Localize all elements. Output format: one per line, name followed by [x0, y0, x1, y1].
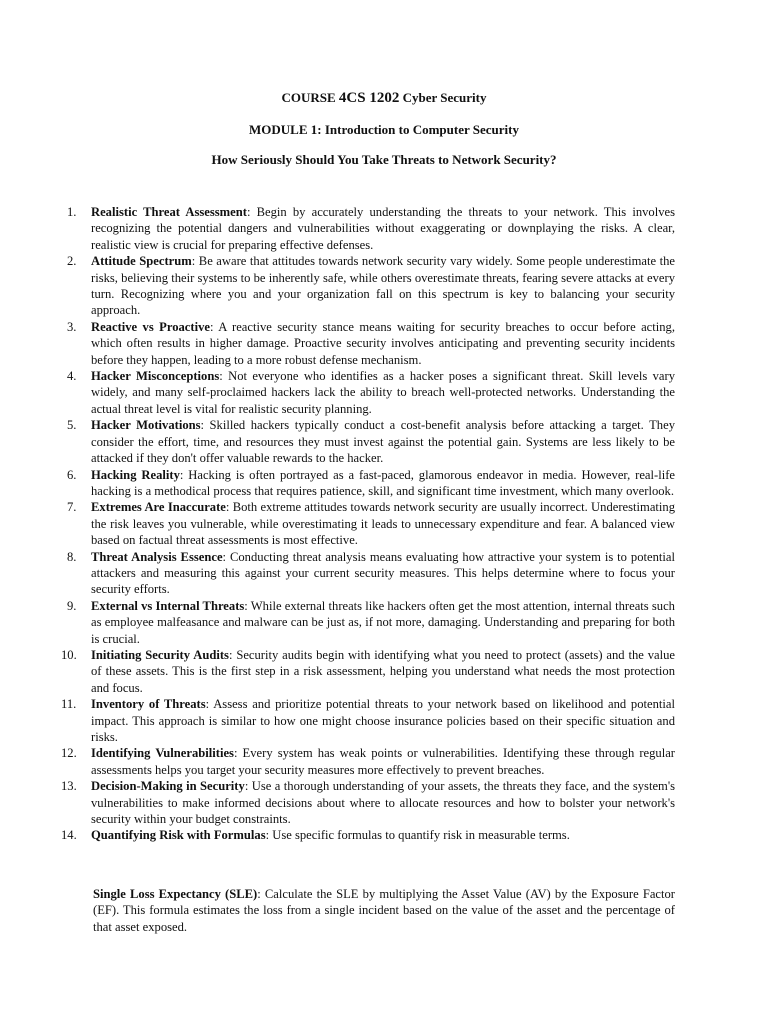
list-item	[0, 417, 675, 466]
list-item	[0, 549, 675, 598]
item-text: : Both extreme attitudes towards network security are usually incorrect. Underestimating the risk leaves you vulnerable, while overestimating it leads to unnecessary expenditure and fear. A balanced view based on factual threat assessments is most effective.	[91, 500, 675, 548]
item-text: : Assess and prioritize potential threats to your network based on likelihood and potential impact. This approach is similar to how one might choose insurance policies based on their specific situation and risks.	[91, 697, 675, 744]
item-text: : Hacking is often portrayed as a fast-paced, glamorous endeavor in media. However, real-life hacking is a methodical process that requires patience, skill, and significant time investment, which many overlook.	[91, 467, 675, 498]
sle-paragraph	[93, 886, 675, 935]
item-text: : Conducting threat analysis means evaluating how attractive your system is to potential attackers and measuring this against your current security measures. This helps determine where to focus your security efforts.	[91, 549, 675, 597]
item-text: : Not everyone who identifies as a hacker poses a significant threat. Skill levels vary widely, and many self-proclaimed hackers lack the ability to breach well-protected networks. Understanding the actual threat level is vital for realistic security planning.	[91, 369, 675, 416]
item-number: 3.	[67, 319, 77, 334]
list-item	[0, 319, 675, 368]
item-number: 8.	[67, 549, 77, 564]
sle-term: Single Loss Expectancy (SLE)	[93, 887, 258, 901]
list-item	[0, 647, 675, 696]
item-number: 5.	[67, 418, 77, 433]
item-term: Reactive vs Proactive	[91, 319, 210, 334]
item-term: Hacking Reality	[91, 467, 180, 482]
item-number: 12.	[61, 746, 77, 761]
list-item	[0, 745, 675, 778]
item-term: Inventory of Threats	[91, 697, 206, 712]
item-text: : Use specific formulas to quantify risk in measurable terms.	[265, 828, 570, 843]
list-item	[0, 467, 675, 500]
section-question: How Seriously Should You Take Threats to Network Security?	[211, 152, 557, 167]
course-title	[0, 90, 768, 106]
item-number: 4.	[67, 369, 77, 384]
item-number: 6.	[67, 467, 77, 482]
item-text: : Use a thorough understanding of your assets, the threats they face, and the system's vulnerabilities to make informed decisions about where to allocate resources and how to bolster your network's security within your budget constraints.	[91, 779, 675, 827]
item-number: 9.	[67, 598, 77, 613]
item-term: Realistic Threat Assessment	[91, 205, 247, 219]
item-term: Extremes Are Inaccurate	[91, 500, 226, 515]
item-term: Hacker Motivations	[91, 418, 201, 433]
item-text: : Begin by accurately understanding the threats to your network. This involves recognizing the potential dangers and vulnerabilities without exaggerating or downplaying the risks. A clear, realistic view is crucial for preparing effective defenses.	[91, 205, 676, 252]
list-item	[0, 778, 675, 827]
item-number: 1.	[67, 205, 77, 219]
list-item	[0, 598, 675, 647]
item-number: 13.	[61, 779, 77, 794]
list-item	[0, 499, 675, 548]
item-term: Quantifying Risk with Formulas	[91, 828, 266, 843]
item-number: 10.	[61, 647, 77, 662]
item-term: Attitude Spectrum	[91, 254, 192, 269]
item-text: : A reactive security stance means waiting for security breaches to occur before acting, which often results in higher damage. Proactive security involves anticipating and preventing security incidents before they happen, leading to a more robust defense mechanism.	[91, 319, 676, 367]
course-prefix: COURSE	[281, 90, 339, 105]
sle-text: : Calculate the SLE by multiplying the Asset Value (AV) by the Exposure Factor (EF). This formula estimates the loss from a single incident based on the value of the asset and the percentage of that asset exposed.	[93, 887, 675, 934]
item-text: : While external threats like hackers often get the most attention, internal threats such as employee malfeasance and malware can be just as, if not more, damaging. Understanding and preparing for both is crucial.	[91, 598, 675, 646]
item-number: 2.	[67, 254, 77, 269]
item-term: External vs Internal Threats	[91, 598, 245, 613]
item-text: : Skilled hackers typically conduct a cost-benefit analysis before attacking a target. They consider the effort, time, and resources they must invest against the potential gain. Systems are less likely to be attacked if they don't offer valuable rewards to the hacker.	[91, 418, 675, 466]
list-item	[0, 253, 675, 319]
list-item	[0, 696, 675, 745]
list-item	[0, 204, 675, 253]
course-name: Cyber Security	[399, 90, 487, 105]
item-text: : Every system has weak points or vulnerabilities. Identifying these through regular assessments helps you target your security measures more effectively to prevent breaches.	[91, 746, 675, 777]
module-title: MODULE 1: Introduction to Computer Security	[249, 122, 519, 137]
item-number: 14.	[61, 828, 77, 843]
item-number: 11.	[61, 697, 77, 712]
item-term: Initiating Security Audits	[91, 647, 229, 662]
list-item	[0, 827, 675, 843]
item-term: Identifying Vulnerabilities	[91, 746, 234, 761]
item-text: : Be aware that attitudes towards network security vary widely. Some people underestimate the risks, believing their systems to be inherently safe, while others overestimate threats, fearing severe attacks at every turn. Recognizing where you and your organization fall on this spectrum is key to balancing your security approach.	[91, 254, 675, 318]
item-term: Hacker Misconceptions	[91, 369, 220, 384]
item-text: : Security audits begin with identifying what you need to protect (assets) and the value of these assets. This is the first step in a risk assessment, helping you understand what needs the most protection and focus.	[91, 647, 676, 695]
item-term: Threat Analysis Essence	[91, 549, 223, 564]
item-term: Decision-Making in Security	[91, 779, 245, 794]
numbered-list	[0, 204, 768, 844]
course-code: 4CS 1202	[338, 90, 400, 106]
item-number: 7.	[67, 500, 77, 515]
list-item	[0, 368, 675, 417]
